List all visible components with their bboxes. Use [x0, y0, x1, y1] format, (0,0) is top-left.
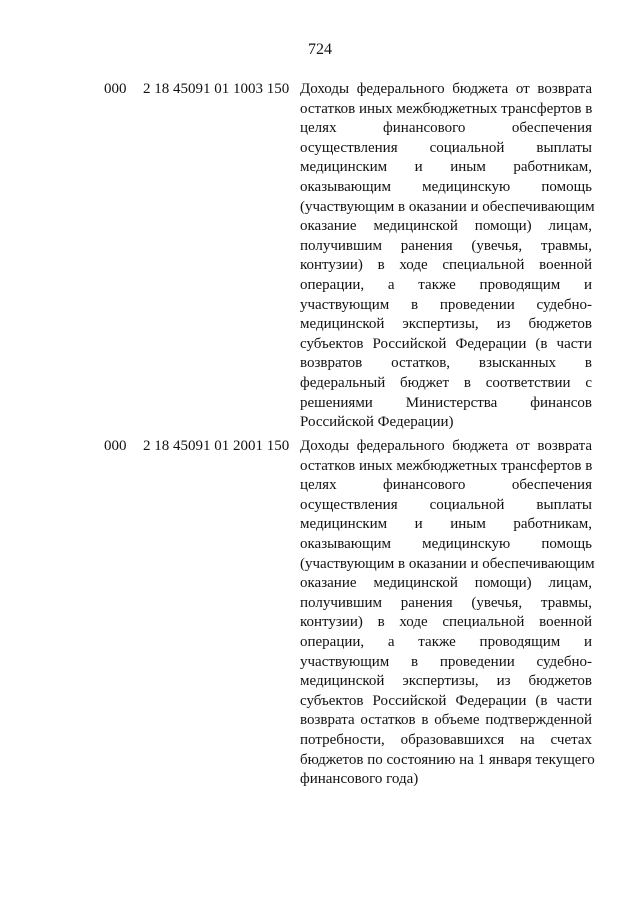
description-line: субъектов Российской Федерации (в части — [300, 335, 592, 352]
description-line: осуществления социальной выплаты — [300, 139, 592, 156]
description-line: возвратов остатков, взысканных в — [300, 355, 592, 372]
description-line: получившим ранения (увечья, травмы, — [300, 594, 592, 611]
description-line: медицинской экспертизы, из бюджетов — [300, 316, 592, 333]
admin-code: 000 — [104, 438, 127, 454]
description-line: (участвующим в оказании и обеспечивающим — [300, 198, 595, 215]
description-line: оказывающим медицинскую помощь — [300, 178, 592, 195]
description-line: медицинским и иным работникам, — [300, 516, 592, 533]
description-line: остатков иных межбюджетных трансфертов в — [300, 100, 593, 117]
description-line: Доходы федерального бюджета от возврата — [300, 438, 592, 454]
description-line: медицинской экспертизы, из бюджетов — [300, 673, 592, 690]
description-line: оказание медицинской помощи) лицам, — [300, 218, 592, 235]
admin-code: 000 — [104, 81, 127, 97]
description-line: финансового года) — [300, 771, 419, 788]
description-line: участвующим в проведении судебно- — [300, 296, 592, 313]
description-line: решениями Министерства финансов — [300, 394, 592, 411]
description-line: федеральный бюджет в соответствии с — [300, 374, 592, 391]
description-line: медицинским и иным работникам, — [300, 159, 592, 176]
description-line: контузии) в ходе специальной военной — [300, 257, 592, 274]
description-line: потребности, образовавшихся на счетах — [300, 731, 592, 748]
description-line: операции, а также проводящим и — [300, 633, 592, 650]
description-line: получившим ранения (увечья, травмы, — [300, 237, 592, 254]
description-line: оказывающим медицинскую помощь — [300, 535, 592, 552]
description-line: осуществления социальной выплаты — [300, 496, 592, 513]
page-number: 724 — [308, 41, 332, 58]
description-line: субъектов Российской Федерации (в части — [300, 692, 592, 709]
description — [300, 80, 595, 433]
classification-code: 2 18 45091 01 1003 150 — [143, 81, 290, 97]
description-line: операции, а также проводящим и — [300, 276, 592, 293]
description-line: целях финансового обеспечения — [300, 477, 592, 494]
description-line: целях финансового обеспечения — [300, 120, 592, 137]
description-line: Доходы федерального бюджета от возврата — [300, 81, 592, 97]
description — [300, 437, 595, 790]
description-line: участвующим в проведении судебно- — [300, 653, 592, 670]
description-line: возврата остатков в объеме подтвержденной — [300, 712, 592, 729]
classification-code: 2 18 45091 01 2001 150 — [143, 438, 290, 454]
description-line: Российской Федерации) — [300, 414, 454, 431]
description-line: контузии) в ходе специальной военной — [300, 614, 592, 631]
description-line: остатков иных межбюджетных трансфертов в — [300, 457, 593, 474]
description-line: (участвующим в оказании и обеспечивающим — [300, 555, 595, 572]
description-line: бюджетов по состоянию на 1 января текущего — [300, 751, 595, 768]
description-line: оказание медицинской помощи) лицам, — [300, 575, 592, 592]
